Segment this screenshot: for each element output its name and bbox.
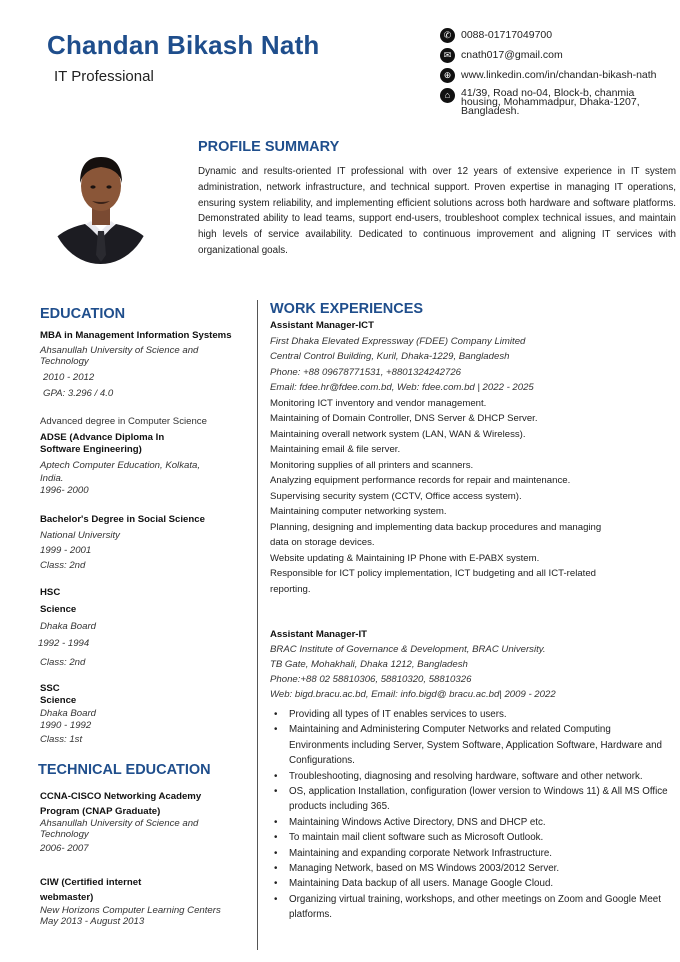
job1-duty: Responsible for ICT policy implementation, ICT budgeting and all ICT-related (270, 568, 596, 579)
job2-detail: TB Gate, Mohakhali, Dhaka 1212, Bangladesh (270, 659, 468, 670)
hsc-level: HSC (40, 587, 61, 598)
ccna-title (40, 790, 250, 819)
list-item: • Managing Network, based on MS Windows 2003/2012 Server. (270, 861, 672, 876)
mba-institution (40, 346, 250, 367)
ssc-board: Dhaka Board (40, 708, 96, 719)
job1-position: Assistant Manager-ICT (270, 320, 374, 331)
ssc-years: 1990 - 1992 (40, 719, 92, 731)
job1-duty: Maintaining email & file server. (270, 444, 401, 455)
education-mba (40, 330, 250, 400)
address-line: Bangladesh. (461, 105, 520, 117)
education-bachelor (40, 513, 250, 573)
hsc-class: Class: 2nd (40, 657, 86, 668)
institution-line: Ahsanullah University of Science and (40, 345, 199, 356)
phone-icon: ✆ (440, 28, 455, 43)
job1-duty: Monitoring supplies of all printers and scanners. (270, 459, 474, 471)
job1-detail: First Dhaka Elevated Expressway (FDEE) Company Limited (270, 335, 526, 347)
ssc-level: SSC (40, 683, 60, 694)
job1-duty: Monitoring ICT inventory and vendor management. (270, 397, 487, 409)
adse-years: 1996- 2000 (40, 485, 89, 496)
candidate-role: IT Professional (54, 68, 154, 85)
title-line: Program (CNAP Graduate) (40, 805, 161, 817)
email-icon: ✉ (440, 48, 455, 63)
mba-gpa: GPA: 3.296 / 4.0 (43, 388, 114, 399)
job2-detail: Phone:+88 02 58810306, 58810320, 58810326 (270, 674, 472, 685)
education-adse (40, 416, 250, 497)
contact-phone (440, 28, 675, 43)
bachelor-years: 1999 - 2001 (40, 545, 92, 556)
column-divider (257, 300, 258, 950)
job-brac (270, 627, 670, 702)
linkedin-text: www.linkedin.com/in/chandan-bikash-nath (461, 69, 657, 81)
title-line: CIW (Certified internet (40, 877, 142, 888)
ccna-institution (40, 819, 250, 840)
institution-line: Aptech Computer Education, Kolkata, (40, 460, 200, 471)
job-fdee (270, 318, 670, 597)
contact-linkedin (440, 68, 675, 83)
tech-edu-ciw (40, 876, 250, 927)
title-line: CCNA-CISCO Networking Academy (40, 791, 202, 802)
hsc-group: Science (40, 604, 77, 615)
list-item: • Providing all types of IT enables services to users. (270, 707, 672, 722)
hsc-board: Dhaka Board (40, 621, 96, 632)
job1-detail: Central Control Building, Kuril, Dhaka-1229, Bangladesh (270, 351, 510, 362)
institution-line: Technology (40, 355, 89, 367)
education-ssc (40, 683, 250, 746)
mba-years: 2010 - 2012 (43, 372, 95, 383)
ssc-group: Science (40, 694, 77, 706)
profile-photo-image (49, 141, 152, 264)
hsc-years: 1992 - 1994 (38, 638, 90, 649)
degree-line: Software Engineering) (40, 444, 142, 455)
phone-text: 0088-01717049700 (461, 29, 553, 41)
job1-detail: Phone: +88 09678771531, +8801324242726 (270, 366, 461, 378)
adse-institution (40, 459, 250, 485)
education-hsc (40, 587, 250, 669)
job1-duty: Maintaining computer networking system. (270, 506, 447, 517)
list-item: • Troubleshooting, diagnosing and resolving hardware, software and other network. (270, 769, 672, 784)
candidate-name: Chandan Bikash Nath (47, 30, 320, 60)
email-text: cnath017@gmail.com (461, 49, 563, 61)
education-heading: EDUCATION (40, 306, 126, 322)
job2-detail: BRAC Institute of Governance & Development, BRAC University. (270, 644, 546, 655)
adse-note: Advanced degree in Computer Science (40, 416, 207, 427)
contact-email (440, 48, 675, 63)
job2-duties-list (270, 707, 672, 923)
address-line: housing, Mohammadpur, Dhaka-1207, (461, 96, 640, 108)
globe-icon: ⊕ (440, 68, 455, 83)
list-item: • Maintaining Data backup of all users. Manage Google Cloud. (270, 876, 672, 891)
degree-line: ADSE (Advance Diploma In (40, 432, 165, 443)
job1-duty: Analyzing equipment performance records for repair and maintenance. (270, 475, 571, 486)
profile-summary-heading: PROFILE SUMMARY (198, 139, 340, 155)
technical-education-heading: TECHNICAL EDUCATION (38, 762, 211, 778)
institution-line: Ahsanullah University of Science and (40, 818, 199, 829)
address-line: 41/39, Road no-04, Block-b, chanmia (461, 87, 635, 99)
job1-duty: Maintaining of Domain Controller, DNS Server & DHCP Server. (270, 413, 538, 424)
list-item: • Maintaining Windows Active Directory, DNS and DHCP etc. (270, 815, 672, 830)
bachelor-institution: National University (40, 529, 120, 541)
institution-line: Technology (40, 828, 89, 840)
job1-detail: Email: fdee.hr@fdee.com.bd, Web: fdee.com.bd | 2022 - 2025 (270, 382, 534, 393)
ciw-years: May 2013 - August 2013 (40, 916, 145, 927)
job1-duty: Maintaining overall network system (LAN, WAN & Wireless). (270, 428, 526, 440)
list-item: • Organizing virtual training, workshops, and other meetings on Zoom and Google Meet platforms. (270, 892, 672, 923)
job1-duty: Website updating & Maintaining IP Phone with E-PABX system. (270, 552, 540, 564)
institution-line: India. (40, 473, 64, 484)
home-icon: ⌂ (440, 88, 455, 103)
profile-summary-text: Dynamic and results-oriented IT professional with over 12 years of extensive experience in IT system administration, network infrastructure, and technical support. Proven expertise in managing IT operations, ensuring system reliability, and implementing efficient solutions across both hardware and software platforms. Demonstrated ability to lead teams, support end-users, troubleshoot complex technical issues, and maintain high levels of service availability. Dedicated to continuous improvement and aligning IT services with organizational goals. (198, 166, 676, 256)
title-line: webmaster) (40, 891, 94, 903)
ccna-years: 2006- 2007 (40, 843, 89, 854)
job2-position: Assistant Manager-IT (270, 629, 368, 640)
adse-degree (40, 432, 250, 456)
profile-photo (49, 141, 152, 264)
ciw-institution: New Horizons Computer Learning Centers (40, 905, 221, 916)
job1-duty: Supervising security system (CCTV, Office access system). (270, 490, 522, 502)
bachelor-class: Class: 2nd (40, 559, 86, 571)
list-item: • OS, application Installation, configuration (lower version to Windows 11) & All MS Office products including 365. (270, 784, 672, 815)
ciw-title (40, 876, 250, 905)
contact-address (440, 88, 675, 116)
job1-duty: reporting. (270, 583, 311, 595)
job2-detail: Web: bigd.bracu.ac.bd, Email: info.bigd@ bracu.ac.bd| 2009 - 2022 (270, 689, 556, 700)
tech-edu-ccna (40, 790, 250, 855)
list-item: • Maintaining and Administering Computer Networks and related Computing Environments including Server, System Software, Application Software, Hardware and Configurations. (270, 722, 672, 768)
work-experiences-heading: WORK EXPERIENCES (270, 301, 424, 317)
list-item: • To maintain mail client software such as Microsoft Outlook. (270, 830, 672, 845)
job1-duty: Planning, designing and implementing data backup procedures and managing (270, 521, 602, 533)
ssc-class: Class: 1st (40, 734, 83, 745)
bachelor-degree: Bachelor's Degree in Social Science (40, 514, 205, 525)
contact-block (440, 28, 675, 121)
mba-degree: MBA in Management Information Systems (40, 330, 232, 341)
job1-duty: data on storage devices. (270, 537, 375, 548)
list-item: • Maintaining and expanding corporate Network Infrastructure. (270, 846, 672, 861)
address-text (461, 88, 640, 116)
